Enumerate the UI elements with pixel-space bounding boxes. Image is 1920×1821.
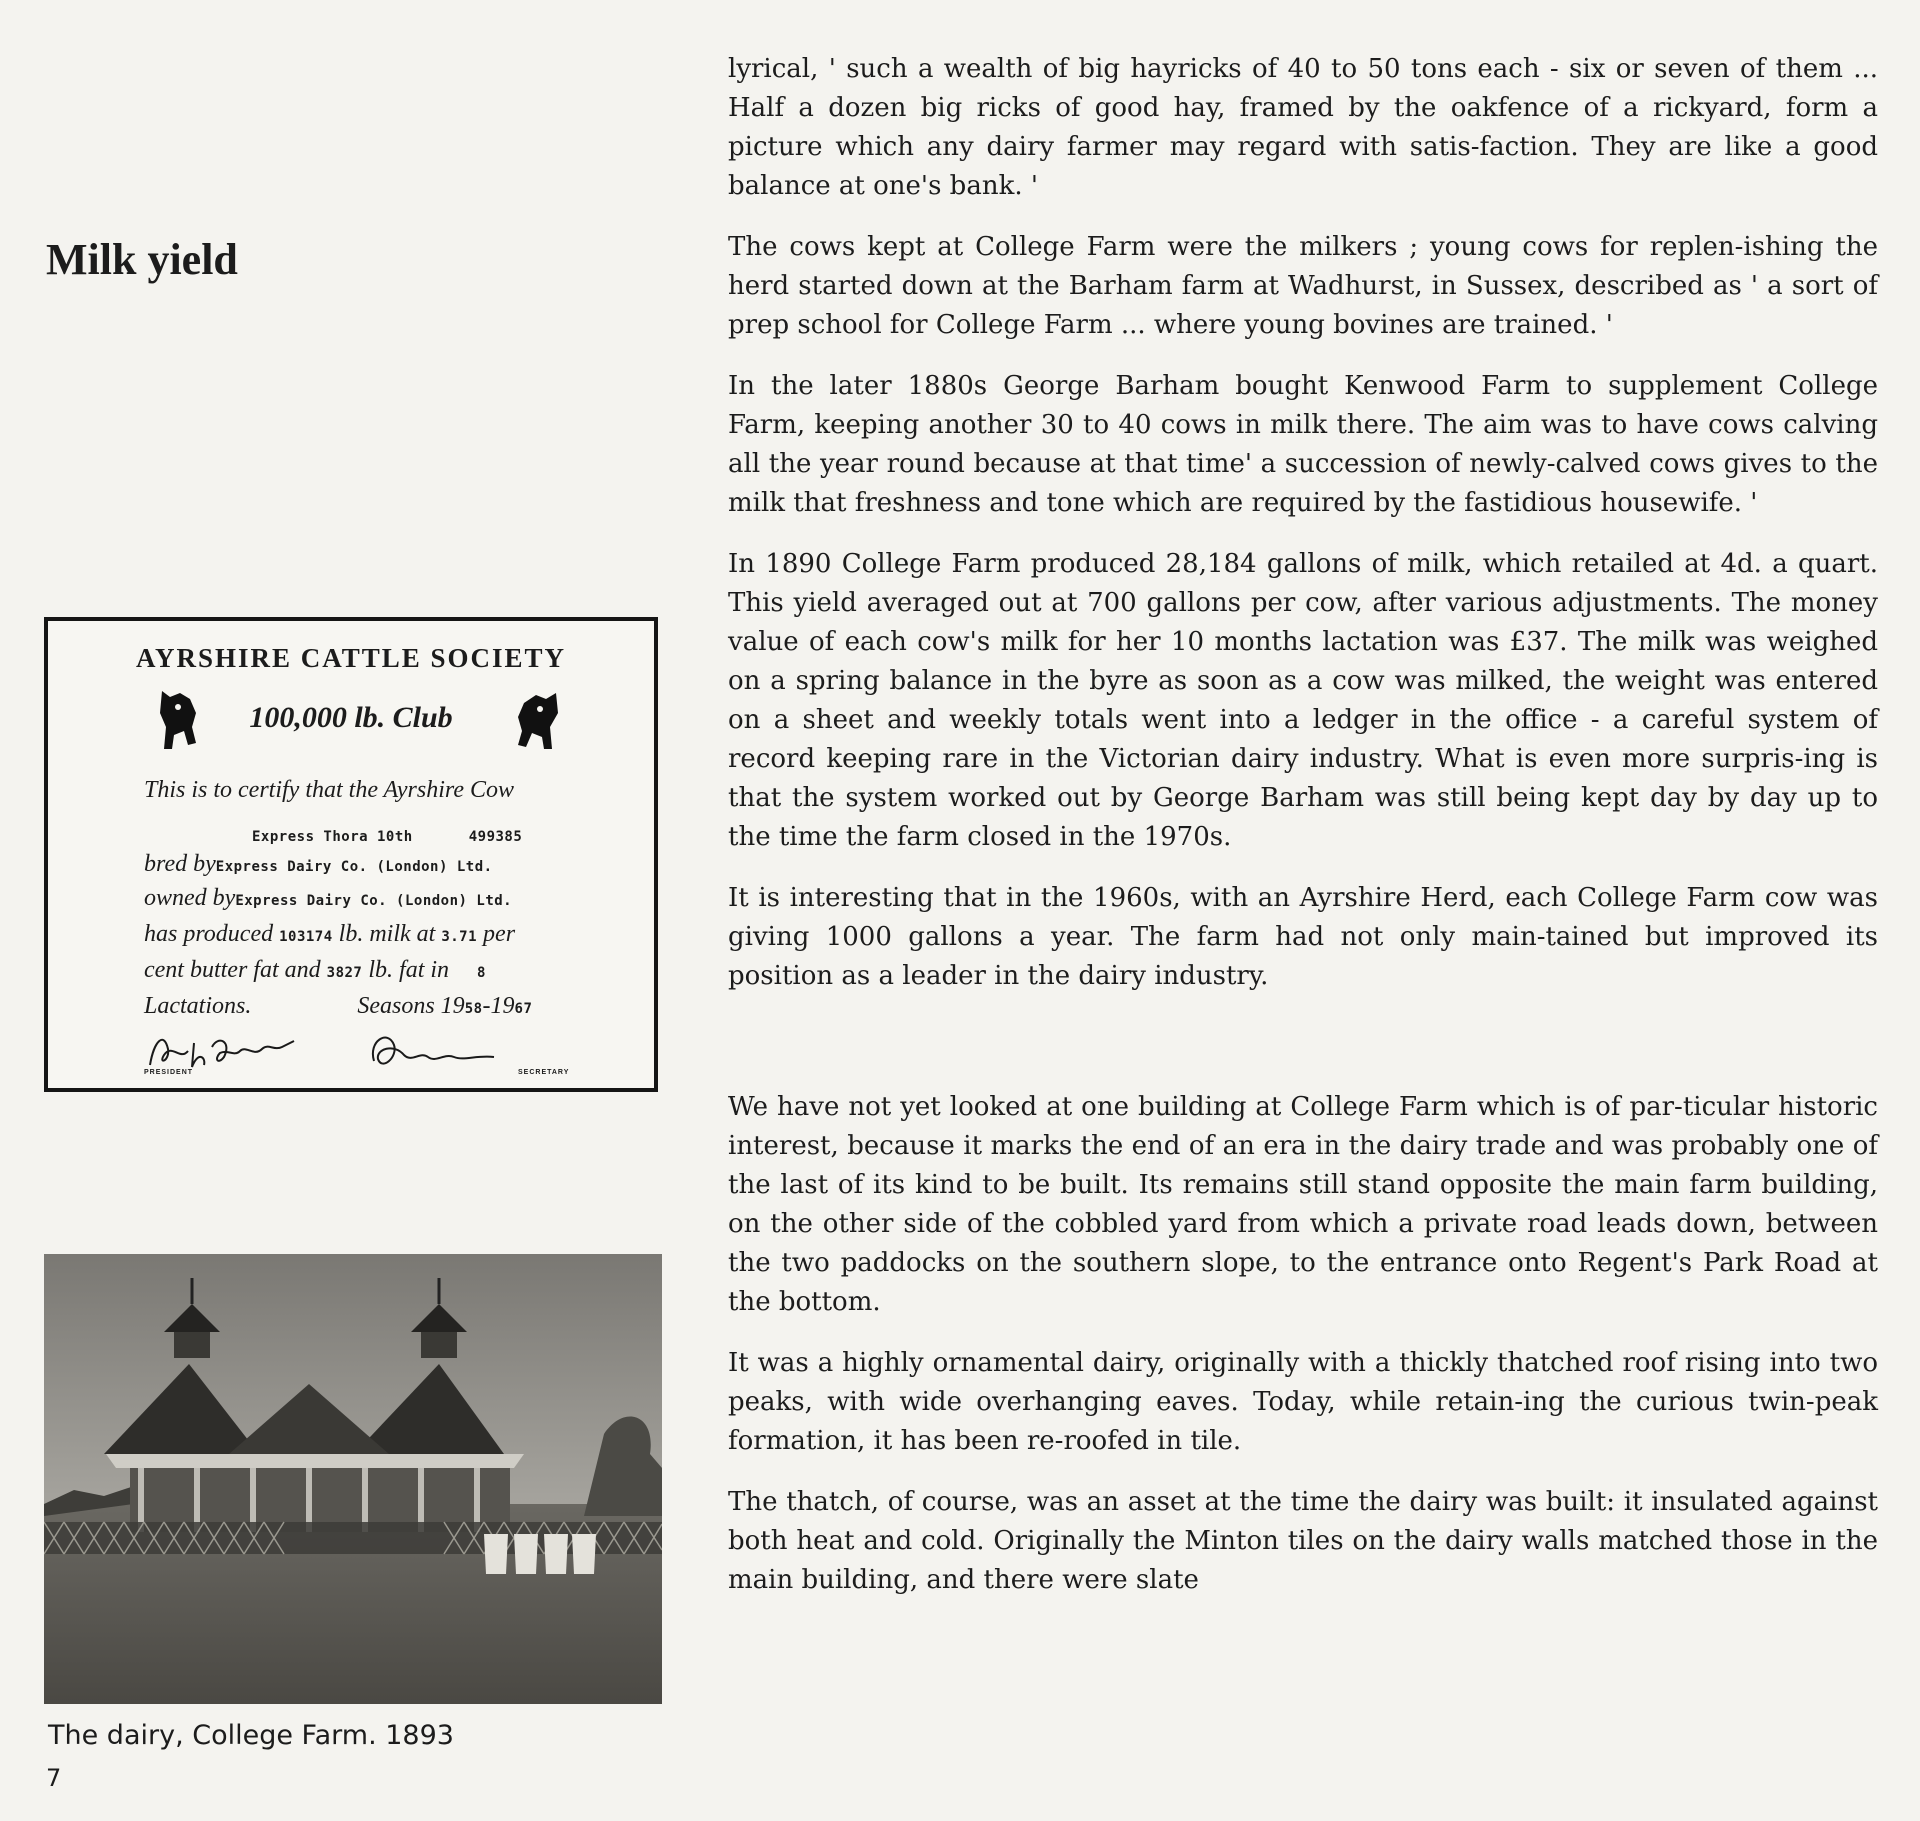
cow-silhouette-icon [476,683,562,753]
certificate-season-end: 67 [514,1001,533,1017]
certificate-bred-label: bred by [144,851,216,877]
certificate-bred-by: Express Dairy Co. (London) Ltd. [215,859,493,875]
certificate-season-start: 58 [464,1001,483,1017]
certificate-fat-lb: 3827 [326,965,363,981]
certificate-produced-line [144,921,614,948]
secretary-label: SECRETARY [518,1069,570,1076]
paragraph-ornamental-dairy: It was a highly ornamental dairy, originally with a thickly thatched roof rising into two peaks, with wide overhanging eaves. Today, while retain-ing the curious twin-peak formation, it has been re-roofed in tile. [728,1348,1878,1456]
certificate-fat-suffix: lb. fat in [368,957,450,983]
certificate-season-sep: -19 [482,993,515,1019]
paragraph-cows-kept: The cows kept at College Farm were the milkers ; young cows for replen-ishing the herd started down at the Barham farm at Wadhurst, in Sussex, described as ' a sort of prep school for College Farm ... where young bovines are trained. ' [728,232,1878,340]
body-text-column [728,50,1878,1622]
certificate-society-title: AYRSHIRE CATTLE SOCIETY [135,643,567,673]
certificate-owned-label: owned by [144,885,236,911]
president-label: PRESIDENT [144,1069,194,1076]
paragraph-historic-building: We have not yet looked at one building at College Farm which is of par-ticular historic interest, because it marks the end of an era in the dairy trade and was probably one of the last of its kind to be built. Its remains still stand opposite the main farm building, on the other side of the cobbled yard from which a private road leads down, between the two paddocks on the southern slope, to the entrance onto Regent's Park Road at the bottom. [728,1092,1878,1317]
certificate-seasons-line [144,993,614,1020]
certificate-owned-by: Express Dairy Co. (London) Ltd. [235,893,513,909]
certificate-line-1: This is to certify that the Ayrshire Cow [144,777,515,803]
certificate-per: per [483,921,516,947]
certificate-butter-line [144,957,614,984]
certificate-lactations-label: Lactations. [144,993,252,1019]
certificate-owned-line [144,885,614,912]
section-heading: Milk yield [46,235,238,284]
certificate-butter-label: cent butter fat and [144,957,321,983]
certificate-bred-line [144,851,614,878]
certificate-cow-name: Express Thora 10th [252,829,413,845]
paragraph-hayricks: lyrical, ' such a wealth of big hayricks of 40 to 50 tons each - six or seven of them ... Half a dozen big ricks of good hay, framed by the oakfence of a rickyard, form a picture which any dairy farmer may regard with satis-faction. They are like a good balance at one's bank. ' [728,54,1878,201]
page-number: 7 [46,1764,62,1792]
dairy-photograph [44,1254,662,1704]
certificate-club-name: 100,000 lb. Club [249,701,453,734]
photo-caption: The dairy, College Farm. 1893 [48,1720,454,1751]
certificate-produced-label: has produced [144,921,274,947]
paragraph-kenwood-farm: In the later 1880s George Barham bought Kenwood Farm to supplement College Farm, keeping another 30 to 40 cows in milk there. The aim was to have cows calving all the year round because at that time' a succession of newly-calved cows gives to the milk that freshness and tone which are required by the fastidious housewife. ' [728,371,1878,518]
certificate-fat-pct: 3.71 [441,929,478,945]
ayrshire-certificate [44,617,658,1092]
paragraph-1890-yield: In 1890 College Farm produced 28,184 gallons of milk, which retailed at 4d. a quart. This yield averaged out at 700 gallons per cow, after various adjustments. The money value of each cow's milk for her 10 months lactation was £37. The milk was weighed on a spring balance in the byre as soon as a cow was milked, the weight was entered on a sheet and weekly totals went into a ledger in the office - a careful system of record keeping rare in the Victorian dairy industry. What is even more surpris-ing is that the system worked out by George Barham was still being kept day by day up to the time the farm closed in the 1970s. [728,549,1878,852]
certificate-milk-suffix: lb. milk at [338,921,436,947]
certificate-milk-lb: 103174 [279,929,333,945]
certificate-seasons-label: Seasons 19 [357,993,465,1019]
secretary-signature [364,1021,524,1081]
paragraph-thatch: The thatch, of course, was an asset at the time the dairy was built: it insulated against both heat and cold. Originally the Minton tiles on the dairy walls matched those in the main building, and there were slate [728,1487,1878,1595]
certificate-lactations-count: 8 [477,965,486,981]
paragraph-1960s: It is interesting that in the 1960s, with an Ayrshire Herd, each College Farm cow was giving 1000 gallons a year. The farm had not only main-tained but improved its position as a leader in the dairy industry. [728,883,1878,991]
certificate-cow-line [252,821,614,848]
certificate-cow-number: 499385 [468,829,523,845]
